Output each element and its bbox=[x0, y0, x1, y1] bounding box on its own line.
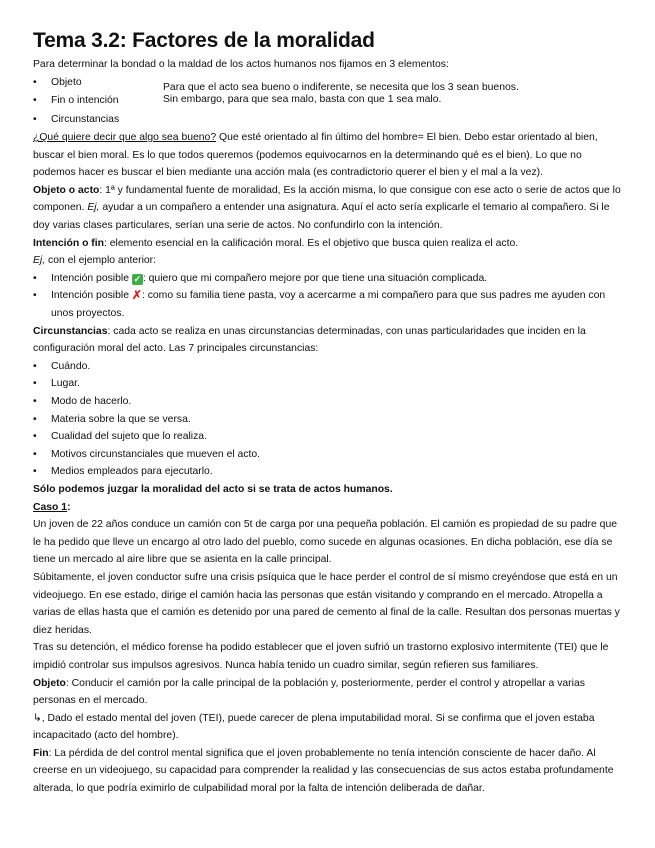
caso-objeto-text: : Conducir el camión por la calle principal de la población y, posteriormente, perder el control y atropellar a varias personas en el mercado. bbox=[33, 677, 585, 707]
return-arrow-icon: ↳ bbox=[33, 712, 42, 724]
list-item: • Cuándo. bbox=[33, 358, 625, 376]
caso-label: Caso 1 bbox=[33, 501, 68, 513]
caso-fin-text: : La pérdida de del control mental significa que el joven probablemente no tenía intención consciente de hacer daño. Al creerse en un videojuego, su capacidad para comprender la realidad y las consecuencias de sus actos estaba profundamente alterada, lo que podría eximirlo de culpabilidad moral por la falta de intención deliberada de dañar. bbox=[33, 747, 614, 795]
list-item: • Materia sobre la que se versa. bbox=[33, 411, 625, 429]
objeto-label: Objeto o acto bbox=[33, 184, 100, 196]
intencion-label: Intención o fin bbox=[33, 237, 104, 249]
list-item: • Modo de hacerlo. bbox=[33, 393, 625, 411]
item-text: : como su familia tiene pasta, voy a acercarme a mi compañero para que sus padres me ayuden con unos proyectos. bbox=[51, 290, 606, 320]
caso-objeto-paragraph bbox=[33, 675, 625, 710]
caso-paragraph-1: Un joven de 22 años conduce un camión con 5t de carga por una pequeña población. El camión es propiedad de su padre que le ha pedido que lleve un encargo al otro lado del pueblo, como sucede en algunas ocasiones. En dicha población, ese día se tiene un mercado al aire libre que se asienta en la calle principal. bbox=[33, 519, 618, 566]
circ-text: : cada acto se realiza en unas circunstancias determinadas, con unas particularidades que inciden en la configuración moral del acto. Las 7 principales circunstancias: bbox=[33, 325, 586, 355]
check-mark-icon: ✓ bbox=[133, 273, 142, 284]
objeto-ej: Ej, bbox=[87, 202, 100, 214]
ej-text: con el ejemplo anterior: bbox=[45, 255, 157, 267]
list-item: • Motivos circunstanciales que mueven el acto. bbox=[33, 446, 625, 464]
item-prefix: Intención posible bbox=[51, 272, 132, 284]
elements-note bbox=[163, 74, 519, 130]
elements-list bbox=[33, 74, 163, 130]
question-label: ¿Qué quiere decir que algo sea bueno? bbox=[33, 132, 217, 144]
list-item: • Lugar. bbox=[33, 375, 625, 393]
list-item bbox=[33, 270, 625, 288]
caso-paragraph-2: Súbitamente, el joven conductor sufre una crisis psíquica que le hace perder el control de sí mismo creyéndose que está en un videojuego. En ese estado, dirige el camión hacia las personas que están visitando y comprando en el mercado. Atropella a varias de ellas hasta que el camión es detenido por una pared de cemento al final de la calle. Resultan dos personas muertas y diez heridas. bbox=[33, 571, 620, 636]
caso-arrow-paragraph bbox=[33, 710, 625, 745]
objeto-text-a: : 1ª y fundamental fuente de moralidad, Es la acción misma, lo que consigue con ese acto o serie de actos que lo componen. bbox=[33, 184, 621, 214]
cross-mark-icon: ✗ bbox=[131, 288, 142, 303]
caso-fin-paragraph bbox=[33, 745, 625, 798]
circunstancias-paragraph bbox=[33, 323, 625, 358]
objeto-text-b: ayudar a un compañero a entender una asignatura. Aquí el acto sería explicarle el temario al compañero. Si le doy varias clases particulares, serían una serie de actos. No confundirlo con la intención. bbox=[33, 202, 610, 232]
intencion-list bbox=[33, 270, 625, 323]
caso-arrow-text: , Dado el estado mental del joven (TEI), puede carecer de plena imputabilidad moral. Si se confirma que el joven estaba incapacitado (acto del hombre). bbox=[33, 712, 595, 742]
circ-label: Circunstancias bbox=[33, 325, 108, 337]
circunstancias-list bbox=[33, 358, 625, 481]
page-title: Tema 3.2: Factores de la moralidad bbox=[33, 29, 375, 52]
objeto-paragraph bbox=[33, 182, 625, 235]
solo-paragraph: Sólo podemos juzgar la moralidad del acto si se trata de actos humanos. bbox=[33, 483, 393, 495]
note-line: Para que el acto sea bueno o indiferente, se necesita que los 3 sean buenos. bbox=[163, 81, 519, 93]
caso-paragraph-3: Tras su detención, el médico forense ha podido establecer que el joven sufrió un trastorno explosivo intermitente (TEI) que le impidió controlar sus impulsos agresivos. Nunca había tenido un cuadro similar, según refieren sus familiares. bbox=[33, 642, 609, 671]
ej-paragraph bbox=[33, 252, 625, 270]
item-text: : quiero que mi compañero mejore por que tiene una situación complicada. bbox=[142, 272, 488, 284]
list-item bbox=[33, 287, 625, 322]
intencion-paragraph bbox=[33, 235, 625, 253]
list-item: • Fin o intención bbox=[33, 92, 163, 111]
question-paragraph bbox=[33, 129, 625, 182]
note-line: Sin embargo, para que sea malo, basta con que 1 sea malo. bbox=[163, 93, 442, 105]
item-prefix: Intención posible bbox=[51, 290, 132, 302]
elements-block bbox=[33, 74, 625, 130]
list-item: • Medios empleados para ejecutarlo. bbox=[33, 463, 625, 481]
list-item: • Cualidad del sujeto que lo realiza. bbox=[33, 428, 625, 446]
ej-label: Ej, bbox=[33, 255, 46, 267]
list-item: • Objeto bbox=[33, 74, 163, 93]
intencion-text: : elemento esencial en la calificación moral. Es el objetivo que busca quien realiza el acto. bbox=[104, 237, 519, 249]
list-item: • Circunstancias bbox=[33, 111, 163, 130]
intro-paragraph: Para determinar la bondad o la maldad de los actos humanos nos fijamos en 3 elementos: bbox=[33, 59, 449, 70]
caso-colon: : bbox=[67, 501, 71, 513]
caso-objeto-label: Objeto bbox=[33, 677, 66, 689]
caso-heading bbox=[33, 499, 625, 517]
caso-fin-label: Fin bbox=[33, 747, 49, 759]
question-text: Que esté orientado al fin último del hombre= El bien. Debo estar orientado al bien, buscar el bien moral. Es lo que todos queremos (podemos equivocarnos en la determinando qué es el bien). Lo que no podemos hacer es buscar el bien mediante una acción mala (es contradictorio querer el bien y el mal a la vez). bbox=[33, 132, 598, 179]
